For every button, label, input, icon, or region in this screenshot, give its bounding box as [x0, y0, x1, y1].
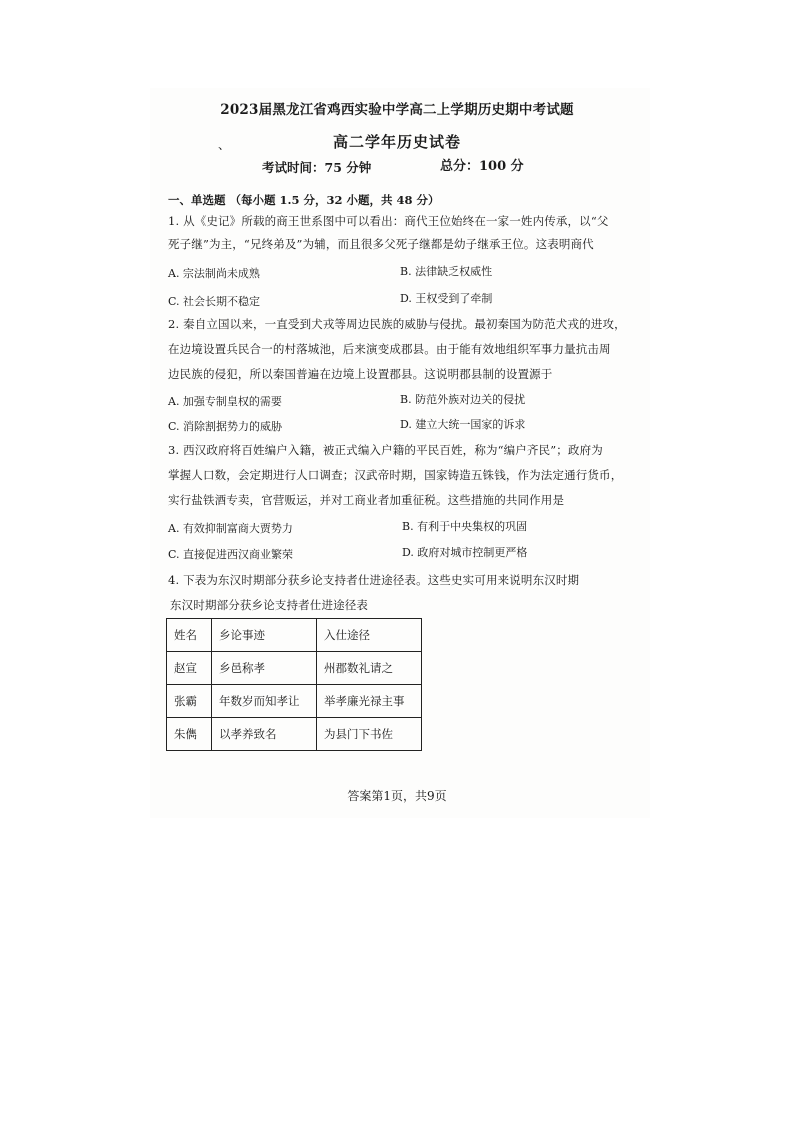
question-3-option-a[interactable]: A. 有效抑制富商大贾势力 — [168, 522, 293, 535]
table-row — [167, 652, 422, 685]
question-3-line-2: 掌握人口数，会定期进行人口调查；汉武帝时期，国家铸造五铢钱，作为法定通行货币， — [168, 468, 623, 482]
question-2-option-b[interactable]: B. 防范外族对边关的侵扰 — [400, 393, 526, 406]
section-title: 一、单选题 （每小题 1.5 分，32 小题，共 48 分） — [168, 193, 440, 207]
question-3-option-d[interactable]: D. 政府对城市控制更严格 — [402, 546, 528, 559]
table-header-row — [167, 619, 422, 652]
question-3-line-3: 实行盐铁酒专卖，官营贩运，并对工商业者加重征税。这些措施的共同作用是 — [168, 493, 565, 507]
question-1-option-a[interactable]: A. 宗法制尚未成熟 — [168, 267, 260, 280]
question-2-line-2: 在边境设置兵民合一的村落城池，后来演变成郡县。由于能有效地组织军事力量抗击周 — [168, 342, 611, 356]
table-cell: 以孝养致名 — [212, 718, 317, 751]
question-2-option-d[interactable]: D. 建立大统一国家的诉求 — [400, 418, 526, 431]
table-header-cell: 入仕途径 — [317, 619, 422, 652]
table-cell: 乡邑称孝 — [212, 652, 317, 685]
question-1-line-1: 1. 从《史记》所载的商王世系图中可以看出：商代王位始终在一家一姓内传承，以“父 — [168, 214, 609, 228]
table-cell: 举孝廉光禄主事 — [317, 685, 422, 718]
total-score: 总分：100 分 — [440, 159, 524, 174]
question-3-line-1: 3. 西汉政府将百姓编户入籍，被正式编入户籍的平民百姓，称为“编户齐民”；政府为 — [168, 443, 603, 457]
question-3-option-c[interactable]: C. 直接促进西汉商业繁荣 — [168, 548, 294, 561]
document-title: 2023届黑龙江省鸡西实验中学高二上学期历史期中考试题 — [220, 102, 574, 118]
career-path-table — [166, 618, 422, 751]
table-header-cell: 姓名 — [167, 619, 212, 652]
page-footer: 答案第1页，共9页 — [347, 789, 447, 803]
question-2-line-1: 2. 秦自立国以来，一直受到犬戎等周边民族的威胁与侵扰。最初秦国为防范犬戎的进攻， — [168, 317, 626, 331]
question-2-option-c[interactable]: C. 消除割据势力的威胁 — [168, 420, 283, 433]
question-1-option-c[interactable]: C. 社会长期不稳定 — [168, 295, 261, 308]
table-cell: 张霸 — [167, 685, 212, 718]
question-2-option-a[interactable]: A. 加强专制皇权的需要 — [168, 395, 282, 408]
table-header-cell: 乡论事迹 — [212, 619, 317, 652]
question-1-option-d[interactable]: D. 王权受到了牵制 — [400, 292, 493, 305]
exam-time: 考试时间：75 分钟 — [262, 160, 372, 175]
question-4-line-1: 4. 下表为东汉时期部分获乡论支持者仕进途径表。这些史实可用来说明东汉时期 — [168, 573, 580, 587]
table-cell: 州郡数礼请之 — [317, 652, 422, 685]
question-3-option-b[interactable]: B. 有利于中央集权的巩固 — [402, 520, 528, 533]
question-1-option-b[interactable]: B. 法律缺乏权威性 — [400, 265, 493, 278]
question-1-line-2: 死子继”为主，“兄终弟及”为辅，而且很多父死子继都是幼子继承王位。这表明商代 — [168, 237, 594, 251]
table-cell: 朱儁 — [167, 718, 212, 751]
table-cell: 年数岁而知孝让 — [212, 685, 317, 718]
table-cell: 赵宣 — [167, 652, 212, 685]
table-cell: 为县门下书佐 — [317, 718, 422, 751]
table-row — [167, 718, 422, 751]
stray-mark: 、 — [218, 138, 231, 152]
table-caption: 东汉时期部分获乡论支持者仕进途径表 — [170, 598, 369, 612]
table-row — [167, 685, 422, 718]
question-2-line-3: 边民族的侵犯，所以秦国普遍在边境上设置郡县。这说明郡县制的设置源于 — [168, 367, 553, 381]
exam-title: 高二学年历史试卷 — [332, 133, 461, 151]
